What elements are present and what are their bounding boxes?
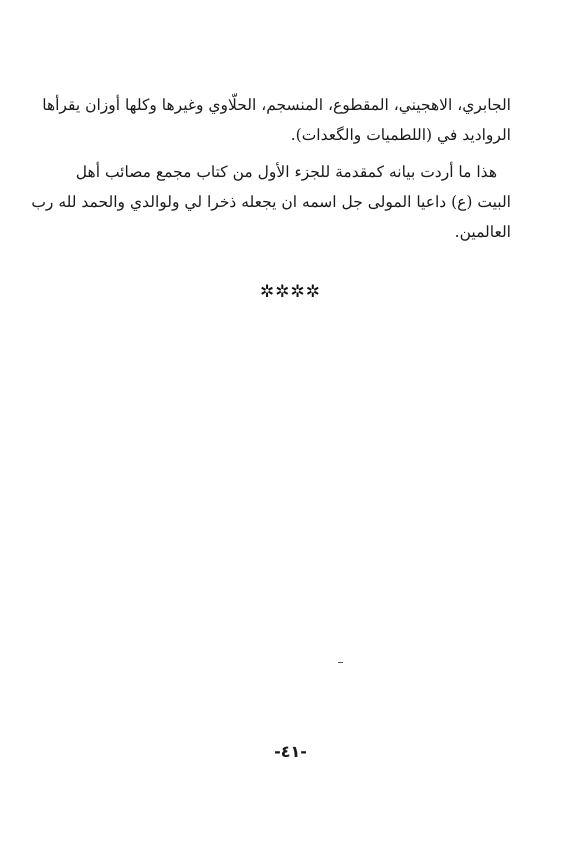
paragraph-line: الرواديد في (اللطميات والگعدات). xyxy=(290,126,511,144)
paragraph-line: البيت (ع) داعيا المولى جل اسمه ان يجعله ذخرا لي ولوالدي والحمد لله رب xyxy=(31,193,511,211)
paragraph-line: العالمين. xyxy=(454,223,511,241)
page-number: -٤١- xyxy=(274,742,307,761)
paragraph-line: الجابري، الاهجيني، المقطوع، المنسجم، الحلّاوي وغيرها وكلها أوزان يقرأها xyxy=(42,96,511,114)
paragraph-line: هذا ما أردت بيانه كمقدمة للجزء الأول من كتاب مجمع مصائب أهل xyxy=(75,163,497,181)
paragraph-closing xyxy=(31,157,511,247)
section-divider-ornament: ✲✲✲✲ xyxy=(260,282,321,302)
print-speck xyxy=(338,662,343,663)
paragraph-maqam-list xyxy=(42,90,511,150)
